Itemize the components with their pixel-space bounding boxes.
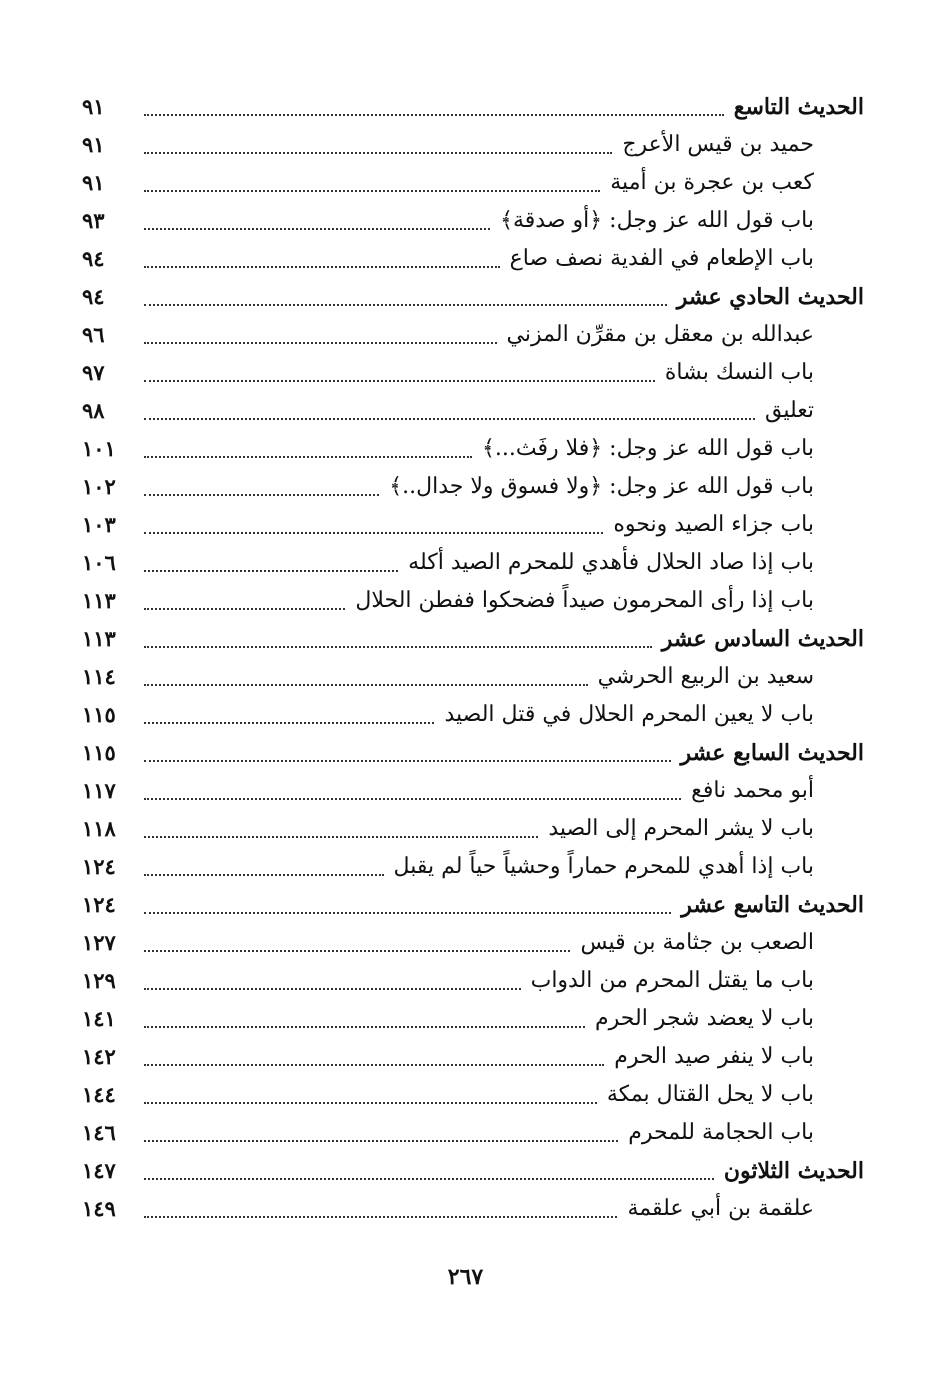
toc-page-number: ١٠٦ <box>82 550 116 575</box>
toc-entry-title: باب ما يقتل المحرم من الدواب <box>530 968 814 993</box>
toc-page-number: ١٤٧ <box>82 1158 116 1183</box>
toc-page-number: ٩٧ <box>82 360 105 385</box>
toc-entry-row <box>82 772 864 810</box>
toc-heading-row <box>82 278 864 316</box>
toc-entry-title: باب إذا صاد الحلال فأهدي للمحرم الصيد أكله <box>408 550 814 575</box>
toc-page-number: ١١٥ <box>82 702 116 727</box>
toc-page-number: ١٤١ <box>82 1006 116 1031</box>
toc-entry-title: الحديث السابع عشر <box>680 740 864 766</box>
toc-entry-title: باب لا يعضد شجر الحرم <box>595 1006 814 1031</box>
toc-entry-row <box>82 848 864 886</box>
toc-page-number: ١٤٦ <box>82 1120 116 1145</box>
toc-page-number: ١٢٧ <box>82 930 116 955</box>
toc-entry-title: كعب بن عجرة بن أمية <box>610 170 814 195</box>
dot-leader <box>144 304 667 306</box>
toc-entry-row <box>82 468 864 506</box>
toc-page-number: ٩٤ <box>82 284 105 309</box>
toc-entry-title: باب لا يحل القتال بمكة <box>606 1082 814 1107</box>
toc-page-number: ١٢٤ <box>82 854 116 879</box>
toc-page-number: ٩٣ <box>82 208 105 233</box>
dot-leader <box>144 456 472 458</box>
toc-entry-title: علقمة بن أبي علقمة <box>627 1196 814 1221</box>
dot-leader <box>144 760 671 762</box>
toc-entry-row <box>82 506 864 544</box>
toc-entry-row <box>82 1114 864 1152</box>
toc-entry-title: باب إذا رأى المحرمون صيداً فضحكوا ففطن الحلال <box>355 588 814 613</box>
toc-heading-row <box>82 886 864 924</box>
toc-entry-title: باب لا يعين المحرم الحلال في قتل الصيد <box>444 702 814 727</box>
dot-leader <box>144 1102 597 1104</box>
dot-leader <box>144 342 497 344</box>
dot-leader <box>144 570 398 572</box>
dot-leader <box>144 228 490 230</box>
dot-leader <box>144 1178 714 1180</box>
dot-leader <box>144 1216 617 1218</box>
dot-leader <box>144 190 600 192</box>
toc-entry-row <box>82 696 864 734</box>
dot-leader <box>144 988 521 990</box>
toc-entry-row <box>82 430 864 468</box>
toc-entry-row <box>82 544 864 582</box>
dot-leader <box>144 1140 618 1142</box>
toc-page-number: ١١٧ <box>82 778 116 803</box>
toc-page-number: ٩١ <box>82 170 105 195</box>
toc-page-number: ١٠١ <box>82 436 116 461</box>
toc-entry-row <box>82 392 864 430</box>
toc-entry-title: الحديث السادس عشر <box>661 626 864 652</box>
toc-entry-title: باب النسك بشاة <box>664 360 814 385</box>
toc-entry-title: باب قول الله عز وجل: ﴿فلا رفَث...﴾ <box>482 436 814 461</box>
dot-leader <box>144 836 538 838</box>
toc-page-number: ١٠٢ <box>82 474 116 499</box>
toc-entry-title: باب قول الله عز وجل: ﴿ولا فسوق ولا جدال..﴾ <box>389 474 814 499</box>
toc-entry-row <box>82 962 864 1000</box>
dot-leader <box>144 418 755 420</box>
dot-leader <box>144 874 384 876</box>
toc-entry-row <box>82 582 864 620</box>
toc-entry-row <box>82 658 864 696</box>
dot-leader <box>144 798 681 800</box>
toc-entry-title: سعيد بن الربيع الحرشي <box>597 664 814 689</box>
toc-page-number: ١٢٤ <box>82 892 116 917</box>
page-number: ٢٦٧ <box>447 1264 484 1290</box>
dot-leader <box>144 114 724 116</box>
dot-leader <box>144 494 379 496</box>
toc-page-number: ١٤٤ <box>82 1082 116 1107</box>
toc-entry-title: حميد بن قيس الأعرج <box>622 132 814 157</box>
dot-leader <box>144 722 434 724</box>
toc-entry-row <box>82 1076 864 1114</box>
toc-entry-row <box>82 1190 864 1228</box>
toc-entry-title: تعليق <box>764 398 814 423</box>
dot-leader <box>144 380 655 382</box>
toc-page-number: ٩٦ <box>82 322 105 347</box>
toc-entry-title: الحديث الحادي عشر <box>676 284 864 310</box>
toc-entry-title: باب جزاء الصيد ونحوه <box>613 512 814 537</box>
dot-leader <box>144 152 612 154</box>
toc-page-number: ٩٨ <box>82 398 105 423</box>
toc-entry-row <box>82 1038 864 1076</box>
dot-leader <box>144 646 652 648</box>
toc-page-number: ١١٥ <box>82 740 116 765</box>
toc-entry-title: عبدالله بن معقل بن مقرِّن المزني <box>506 322 814 347</box>
toc-heading-row <box>82 1152 864 1190</box>
toc-entry-row <box>82 164 864 202</box>
toc-entry-title: باب قول الله عز وجل: ﴿أو صدقة﴾ <box>500 208 814 233</box>
toc-entry-row <box>82 810 864 848</box>
toc-entry-title: باب لا ينفر صيد الحرم <box>614 1044 814 1069</box>
toc-page-number: ١٤٩ <box>82 1196 116 1221</box>
toc-heading-row <box>82 88 864 126</box>
dot-leader <box>144 608 345 610</box>
toc-entry-row <box>82 354 864 392</box>
dot-leader <box>144 1026 585 1028</box>
toc-entry-row <box>82 1000 864 1038</box>
toc-page-number: ١١٣ <box>82 626 116 651</box>
dot-leader <box>144 266 500 268</box>
toc-entry-title: الصعب بن جثامة بن قيس <box>580 930 814 955</box>
dot-leader <box>144 684 588 686</box>
toc-heading-row <box>82 734 864 772</box>
toc-page-number: ١٠٣ <box>82 512 116 537</box>
toc-entry-row <box>82 240 864 278</box>
toc-entry-row <box>82 924 864 962</box>
toc-entry-row <box>82 316 864 354</box>
toc-page-number: ١٢٩ <box>82 968 116 993</box>
dot-leader <box>144 912 671 914</box>
dot-leader <box>144 532 603 534</box>
toc-page-number: ٩١ <box>82 94 105 119</box>
dot-leader <box>144 1064 604 1066</box>
toc-heading-row <box>82 620 864 658</box>
toc-entry-title: باب لا يشر المحرم إلى الصيد <box>548 816 814 841</box>
toc-entry-title: باب الحجامة للمحرم <box>628 1120 814 1145</box>
toc-entry-title: الحديث التاسع عشر <box>681 892 864 918</box>
toc-page-number: ١١٤ <box>82 664 116 689</box>
toc-page-number: ٩٤ <box>82 246 105 271</box>
toc-entry-title: أبو محمد نافع <box>691 778 814 803</box>
toc-entry-row <box>82 202 864 240</box>
table-of-contents <box>82 88 864 1228</box>
toc-entry-title: باب إذا أهدي للمحرم حماراً وحشياً حياً لم يقبل <box>393 854 814 879</box>
toc-page-number: ١٤٢ <box>82 1044 116 1069</box>
toc-entry-title: باب الإطعام في الفدية نصف صاع <box>509 246 814 271</box>
toc-entry-row <box>82 126 864 164</box>
toc-entry-title: الحديث الثلاثون <box>723 1158 864 1184</box>
dot-leader <box>144 950 570 952</box>
toc-page-number: ١١٣ <box>82 588 116 613</box>
toc-entry-title: الحديث التاسع <box>733 94 864 120</box>
toc-page-number: ٩١ <box>82 132 105 157</box>
toc-page-number: ١١٨ <box>82 816 116 841</box>
